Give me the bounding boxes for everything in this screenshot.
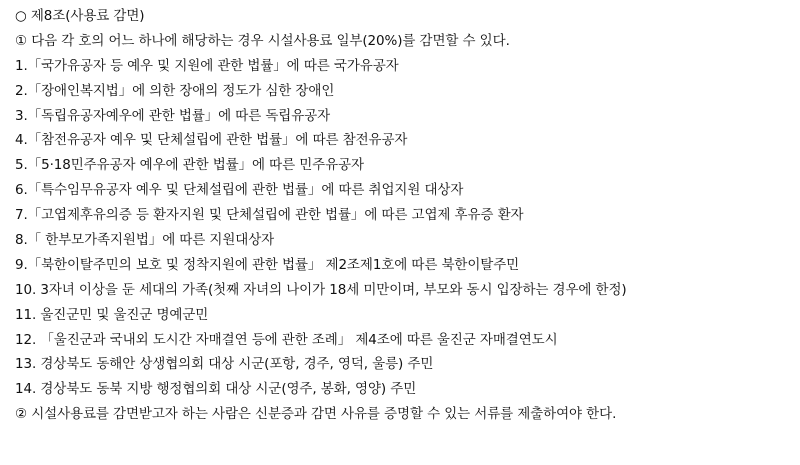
list-item-9: 9.「북한이탈주민의 보호 및 정착지원에 관한 법률」 제2조제1호에 따른 북한이탈주민: [15, 256, 520, 273]
list-item-4: 4.「참전유공자 예우 및 단체설립에 관한 법률」에 따른 참전유공자: [15, 132, 408, 149]
article-heading: ○ 제8조(사용료 감면): [15, 8, 145, 24]
list-item-8: 8.「 한부모가족지원법」에 따른 지원대상자: [15, 232, 275, 249]
list-item-11: 11. 울진군민 및 울진군 명예군민: [15, 306, 209, 323]
list-item-6: 6.「특수임무유공자 예우 및 단체설립에 관한 법률」에 따른 취업지원 대상자: [15, 182, 464, 199]
list-item-12: 12. 「울진군과 국내외 도시간 자매결연 등에 관한 조례」 제4조에 따른 울진군 자매결연도시: [15, 331, 558, 348]
paragraph-1: ① 다음 각 호의 어느 하나에 해당하는 경우 시설사용료 일부(20%)를 감면할 수 있다.: [15, 32, 510, 49]
list-item-5: 5.「5·18민주유공자 예우에 관한 법률」에 따른 민주유공자: [15, 157, 364, 174]
list-item-13: 13. 경상북도 동해안 상생협의회 대상 시군(포항, 경주, 영덕, 울릉) 주민: [15, 356, 434, 373]
list-item-3: 3.「독립유공자예우에 관한 법률」에 따른 독립유공자: [15, 107, 331, 124]
list-item-1: 1.「국가유공자 등 예우 및 지원에 관한 법률」에 따른 국가유공자: [15, 57, 399, 74]
list-item-2: 2.「장애인복지법」에 의한 장애의 정도가 심한 장애인: [15, 82, 335, 99]
list-item-7: 7.「고엽제후유의증 등 환자지원 및 단체설립에 관한 법률」에 따른 고엽제 후유증 환자: [15, 207, 524, 224]
list-item-10: 10. 3자녀 이상을 둔 세대의 가족(첫째 자녀의 나이가 18세 미만이며, 부모와 동시 입장하는 경우에 한정): [15, 281, 627, 298]
paragraph-2: ② 시설사용료를 감면받고자 하는 사람은 신분증과 감면 사유를 증명할 수 있는 서류를 제출하여야 한다.: [15, 406, 617, 423]
list-item-14: 14. 경상북도 동북 지방 행정협의회 대상 시군(영주, 봉화, 영양) 주민: [15, 381, 417, 398]
